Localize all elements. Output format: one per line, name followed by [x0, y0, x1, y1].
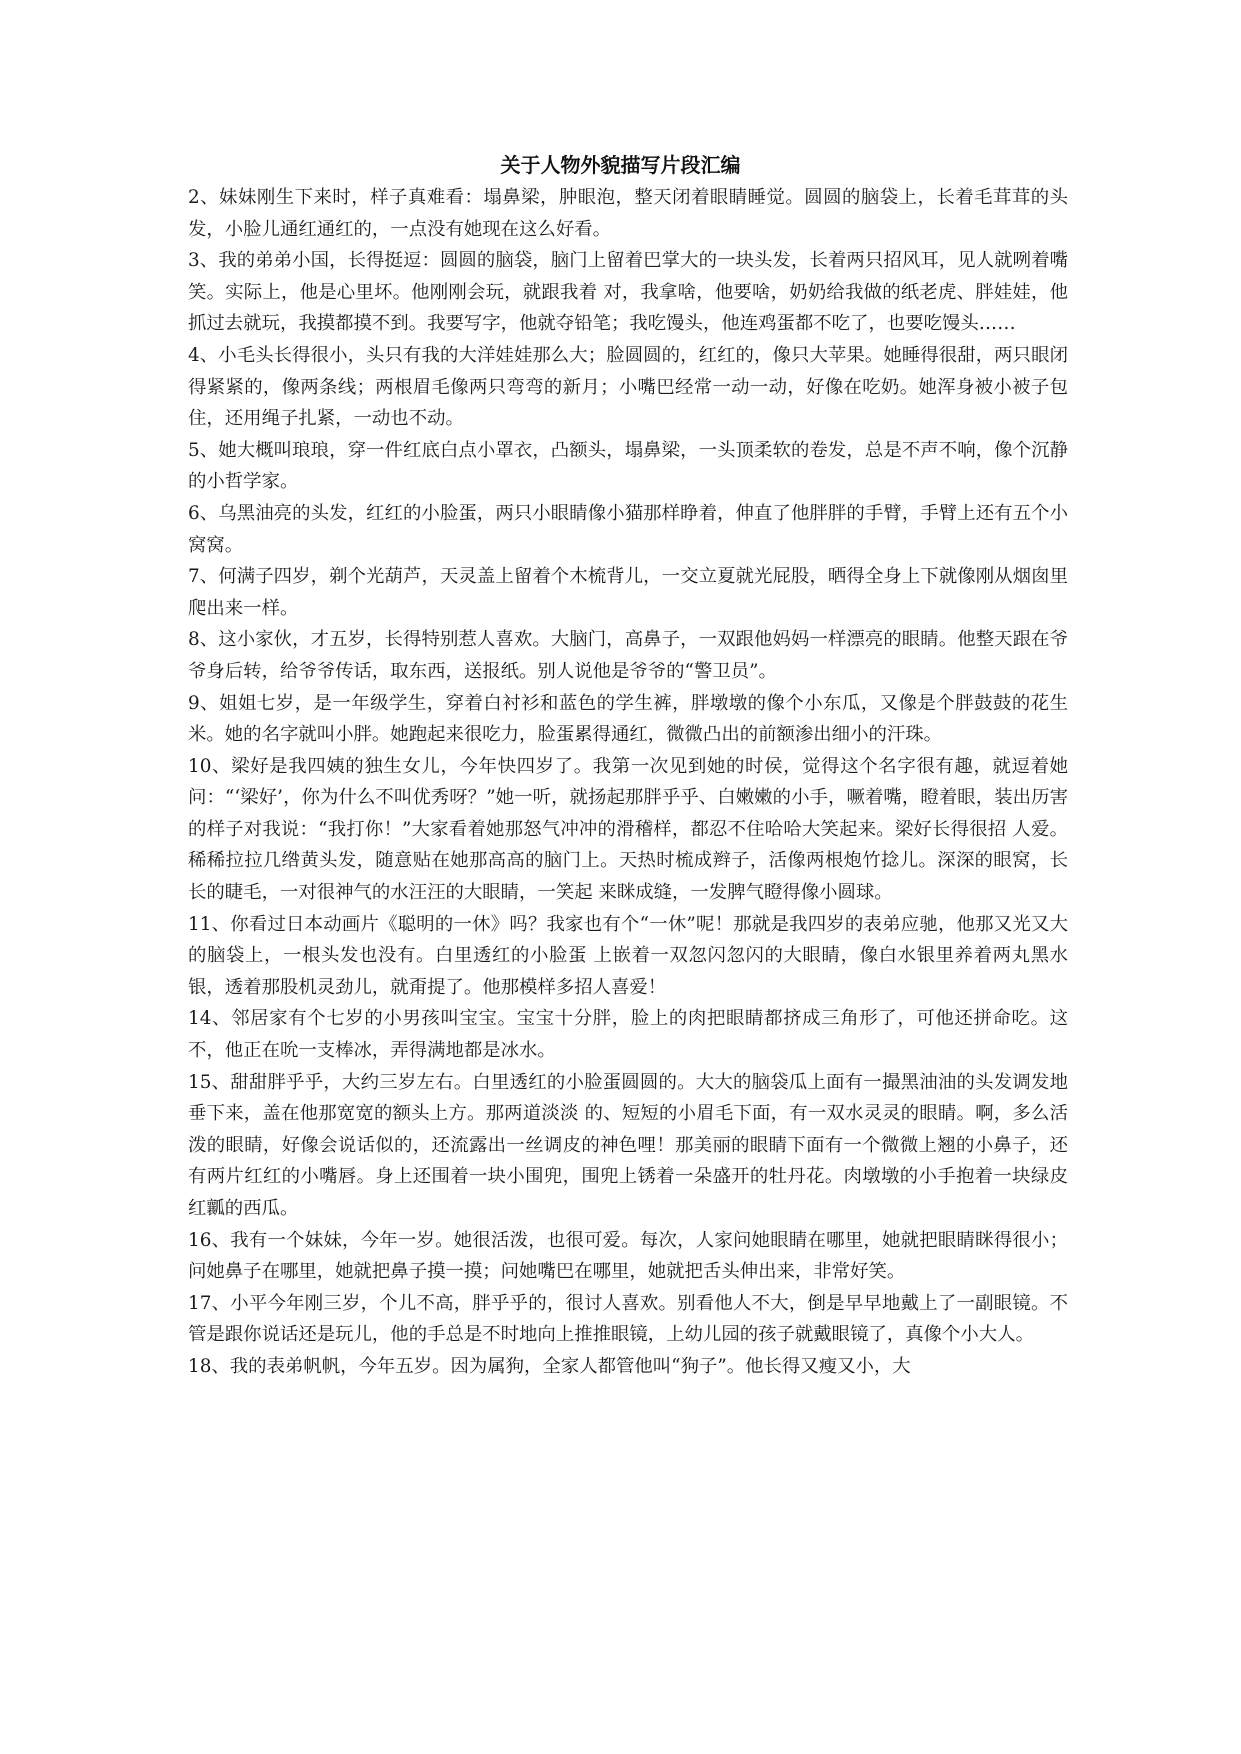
- paragraph-8: 8、这小家伙，才五岁，长得特别惹人喜欢。大脑门，高鼻子，一双跟他妈妈一样漂亮的眼睛。他整天跟在爷爷身后转，给爷爷传话，取东西，送报纸。别人说他是爷爷的“警卫员”。: [188, 629, 1068, 682]
- paragraph-16: 16、我有一个妹妹，今年一岁。她很活泼，也很可爱。每次，人家问她眼睛在哪里，她就把眼睛眯得很小；问她鼻子在哪里，她就把鼻子摸一摸；问她嘴巴在哪里，她就把舌头伸出来，非常好笑。: [188, 1229, 1068, 1283]
- paragraph-10: 10、梁好是我四姨的独生女儿，今年快四岁了。我第一次见到她的时侯，觉得这个名字很有趣，就逗着她问：“‘梁好’，你为什么不叫优秀呀？”她一听，就扬起那胖乎乎、白嫩嫩的小手，噘着嘴，瞪着眼，装出历害的样子对我说：“我打你！”大家看着她那怒气冲冲的滑稽样，都忍不住哈哈大笑起来。梁好长得很招 人爱。稀稀拉拉几绺黄头发，随意贴在她那高高的脑门上。天热时梳成辫子，活像两根炮竹捻儿。深深的眼窝，长长的睫毛，一对很神气的水汪汪的大眼睛，一笑起 来眯成缝，一发脾气瞪得像小圆球。: [188, 755, 1068, 904]
- paragraph-6: 6、乌黑油亮的头发，红红的小脸蛋，两只小眼睛像小猫那样睁着，伸直了他胖胖的手臂，手臂上还有五个小窝窝。: [188, 502, 1068, 556]
- paragraph-7: 7、何满子四岁，剃个光葫芦，天灵盖上留着个木梳背儿，一交立夏就光屁股，晒得全身上下就像刚从烟囱里爬出来一样。: [188, 566, 1068, 619]
- paragraph-2: 2、妹妹刚生下来时，样子真难看：塌鼻梁，肿眼泡，整天闭着眼睛睡觉。圆圆的脑袋上，长着毛茸茸的头发，小脸儿通红通红的，一点没有她现在这么好看。: [188, 187, 1068, 240]
- paragraph-11: 11、你看过日本动画片《聪明的一休》吗？我家也有个“一休”呢！那就是我四岁的表弟应驰，他那又光又大的脑袋上，一根头发也没有。白里透红的小脸蛋 上嵌着一双忽闪忽闪的大眼睛，像白水银里养着两丸黑水银，透着那股机灵劲儿，就甭提了。他那模样多招人喜爱！: [188, 913, 1068, 998]
- paragraph-5: 5、她大概叫琅琅，穿一件红底白点小罩衣，凸额头，塌鼻梁，一头顶柔软的卷发，总是不声不响，像个沉静的小哲学家。: [188, 439, 1068, 493]
- paragraph-18: 18、我的表弟帆帆，今年五岁。因为属狗，全家人都管他叫“狗子”。他长得又瘦又小，大: [188, 1355, 911, 1377]
- paragraph-17: 17、小平今年刚三岁，个儿不高，胖乎乎的，很讨人喜欢。别看他人不大，倒是早早地戴上了一副眼镜。不管是跟你说话还是玩儿，他的手总是不时地向上推推眼镜，上幼儿园的孩子就戴眼镜了，真像个小大人。: [188, 1292, 1068, 1346]
- paragraph-15: 15、甜甜胖乎乎，大约三岁左右。白里透红的小脸蛋圆圆的。大大的脑袋瓜上面有一撮黑油油的头发调发地垂下来，盖在他那宽宽的额头上方。那两道淡淡 的、短短的小眉毛下面，有一双水灵灵的眼睛。啊，多么活泼的眼睛，好像会说话似的，还流露出一丝调皮的神色哩！那美丽的眼睛下面有一个微微上翘的小鼻子，还有两片红红的小嘴唇。身上还围着一块小围兜，围兜上锈着一朵盛开的牡丹花。肉墩墩的小手抱着一块绿皮红瓤的西瓜。: [188, 1071, 1068, 1219]
- paragraph-3: 3、我的弟弟小国，长得挺逗：圆圆的脑袋，脑门上留着巴掌大的一块头发，长着两只招风耳，见人就咧着嘴笑。实际上，他是心里坏。他刚刚会玩，就跟我着 对，我拿啥，他要啥，奶奶给我做的纸老虎、胖娃娃，他抓过去就玩，我摸都摸不到。我要写字，他就夺铅笔；我吃馒头，他连鸡蛋都不吃了，也要吃馒头……: [188, 250, 1068, 335]
- paragraph-9: 9、姐姐七岁，是一年级学生，穿着白衬衫和蓝色的学生裤，胖墩墩的像个小东瓜，又像是个胖鼓鼓的花生米。她的名字就叫小胖。她跑起来很吃力，脸蛋累得通红，微微凸出的前额渗出细小的汗珠。: [188, 692, 1068, 746]
- paragraph-14: 14、邻居家有个七岁的小男孩叫宝宝。宝宝十分胖，脸上的肉把眼睛都挤成三角形了，可他还拼命吃。这不，他正在吮一支棒冰，弄得满地都是冰水。: [188, 1008, 1068, 1062]
- paragraph-4: 4、小毛头长得很小，头只有我的大洋娃娃那么大；脸圆圆的，红红的，像只大苹果。她睡得很甜，两只眼闭得紧紧的，像两条线；两根眉毛像两只弯弯的新月；小嘴巴经常一动一动，好像在吃奶。她浑身被小被子包住，还用绳子扎紧，一动也不动。: [188, 344, 1068, 430]
- page-title: 关于人物外貌描写片段汇编: [500, 153, 741, 177]
- document-body: [188, 182, 1068, 1383]
